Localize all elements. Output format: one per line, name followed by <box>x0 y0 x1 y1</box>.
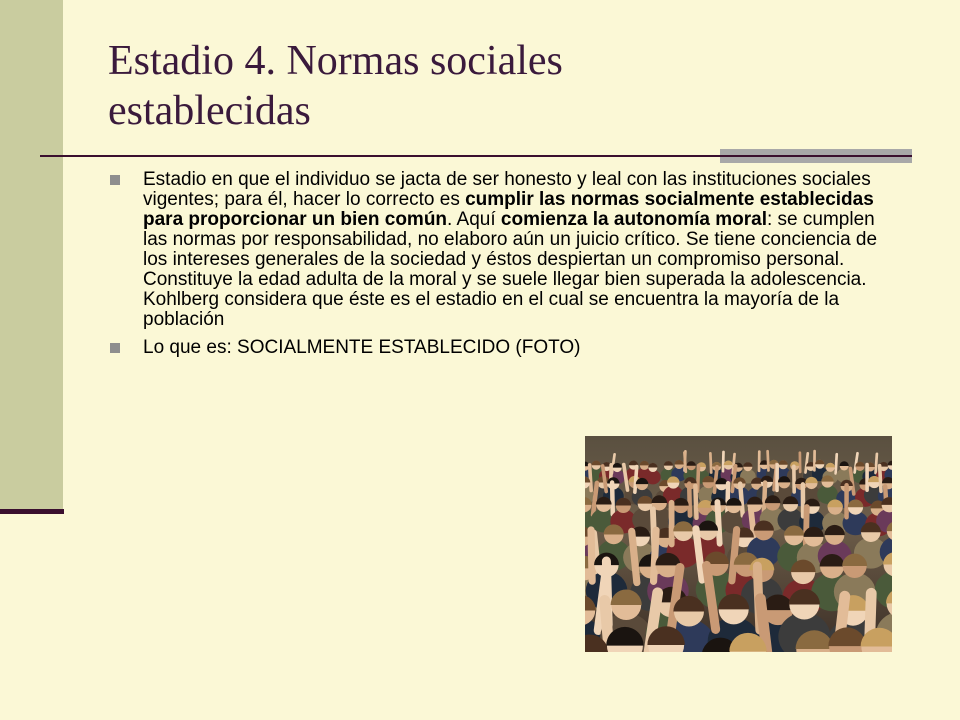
raised-arm <box>732 530 737 581</box>
title-accent-bar-lower <box>720 157 912 163</box>
raised-arm <box>635 467 637 493</box>
raised-arm <box>717 502 719 544</box>
bullet-1-text-c: : se cumplen las normas por responsabilidad, no elaboro aún un juicio crítico. Se tiene conciencia de los intereses generales de la sociedad y éstos despiertan un compromiso personal. Constituye la edad adulta de la moral y se suele llegar bien superada la adolescencia. Kohlberg considera que éste es el estadio en el cual se encuentra la mayoría de la población <box>143 209 878 330</box>
raised-arm <box>876 454 877 473</box>
raised-arm <box>632 531 637 582</box>
raised-arm <box>768 451 769 470</box>
title-accent-bar <box>720 149 912 155</box>
raised-arm <box>654 530 657 581</box>
bullet-1-text-b: . Aquí <box>447 209 501 230</box>
raised-arm <box>591 530 592 581</box>
slide-title <box>108 36 908 136</box>
bullet-1-bold-b: comienza la autonomía moral <box>500 209 767 230</box>
raised-arm <box>689 484 690 516</box>
bullet-2-text: Lo que es: SOCIALMENTE ESTABLECIDO (FOTO) <box>143 337 581 358</box>
raised-arm <box>727 483 728 515</box>
title-line-1: Estadio 4. Normas sociales <box>108 38 563 84</box>
title-line-2: establecidas <box>108 88 311 134</box>
raised-arm <box>836 454 837 473</box>
raised-arm <box>880 466 881 492</box>
raised-arm <box>695 486 696 518</box>
bullet-item-2 <box>108 338 898 358</box>
square-bullet-icon <box>110 343 120 353</box>
bullet-1-bold-a: cumplir las normas socialmente establecidas para proporcionar un bien común <box>143 189 874 230</box>
raised-arm <box>740 484 743 516</box>
square-bullet-icon <box>110 175 120 185</box>
raised-arm <box>684 453 685 472</box>
crowd-raising-hands-photo <box>585 436 892 652</box>
bullet-item-1 <box>108 170 898 330</box>
bullet-1-text-a: Estadio en que el individuo se jacta de ser honesto y leal con las instituciones sociales vigentes; para él, hacer lo correcto es <box>143 169 871 210</box>
sidebar-accent-line <box>0 509 64 514</box>
sidebar-band <box>0 0 63 510</box>
raised-arm <box>710 453 711 472</box>
raised-arm <box>590 465 592 491</box>
raised-arm <box>612 483 613 515</box>
raised-arm <box>723 452 724 471</box>
raised-arm <box>698 466 699 492</box>
bullet-list <box>108 170 898 366</box>
